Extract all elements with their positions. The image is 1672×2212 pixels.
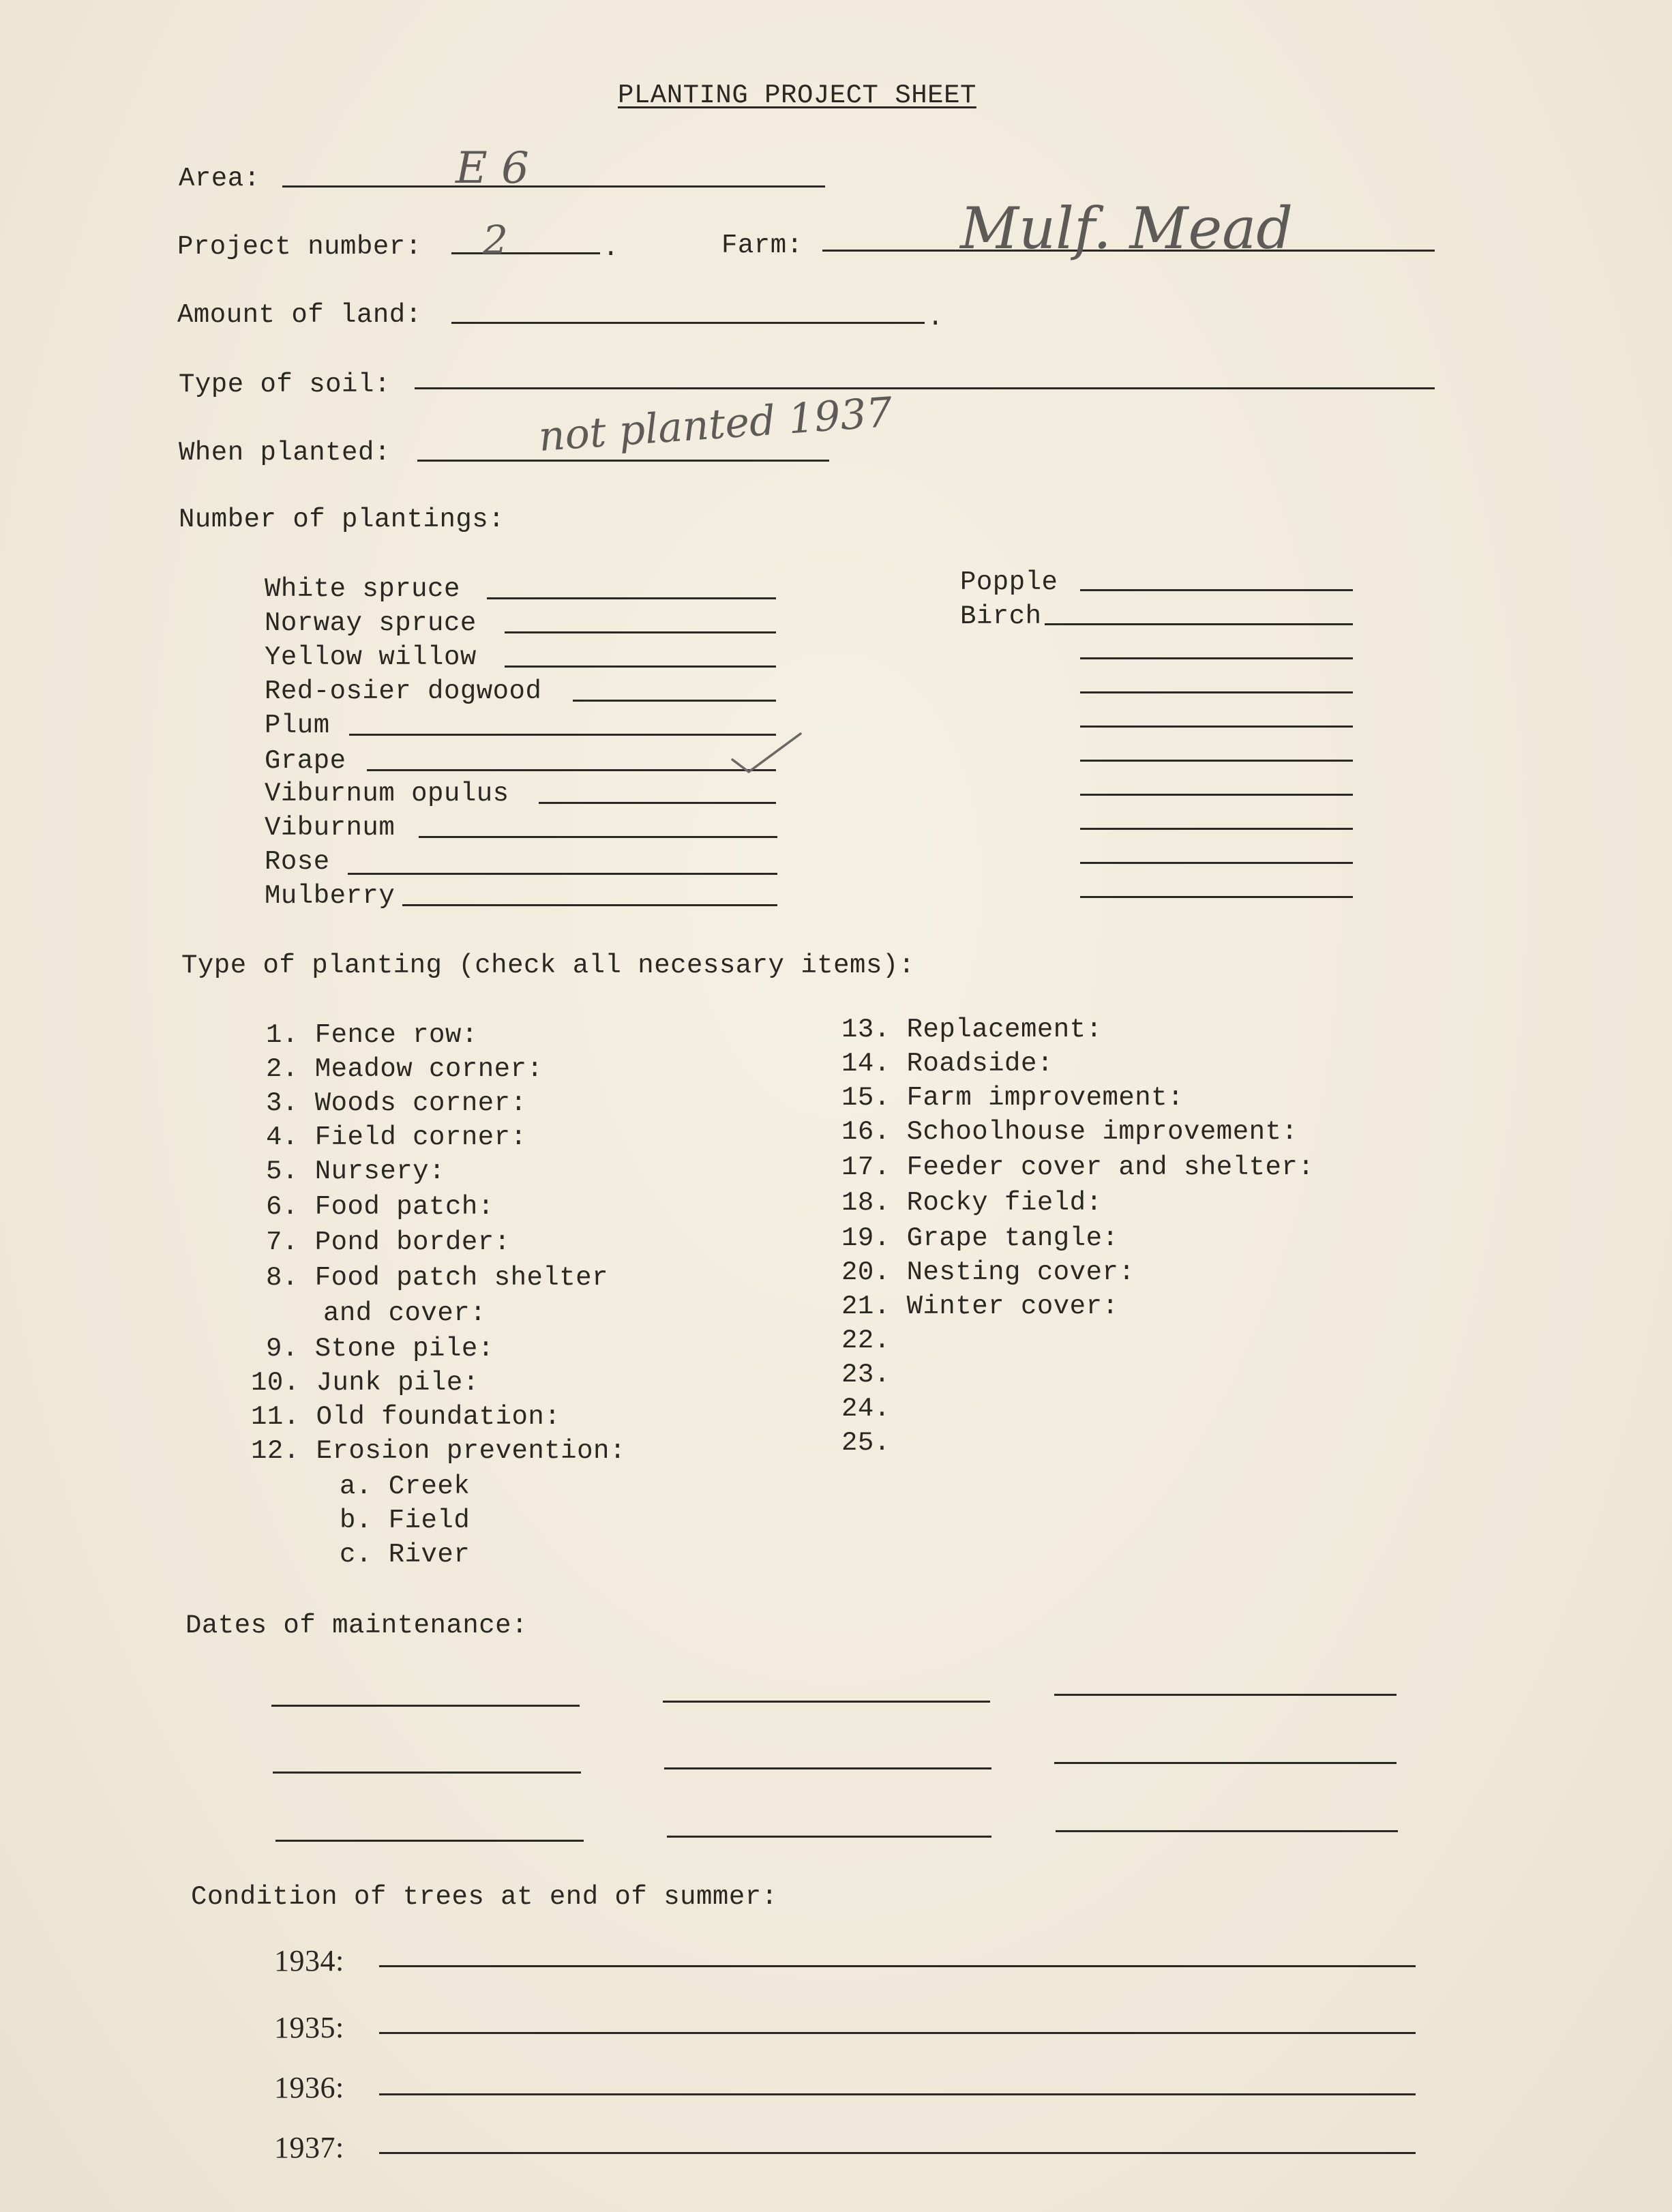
planting-blank-field[interactable]	[1080, 726, 1353, 728]
area-field[interactable]	[282, 185, 825, 188]
maintenance-date-field[interactable]	[1054, 1762, 1397, 1764]
maintenance-date-field[interactable]	[275, 1840, 584, 1842]
planting-type-item[interactable]: 12. Erosion prevention:	[251, 1436, 626, 1466]
condition-1937-field[interactable]	[379, 2152, 1416, 2154]
page-title: PLANTING PROJECT SHEET	[618, 80, 976, 110]
planting-type-item[interactable]: 22.	[841, 1326, 891, 1356]
maintenance-date-field[interactable]	[1054, 1694, 1397, 1696]
planting-yellow-willow: Yellow willow	[265, 642, 477, 672]
maintenance-date-field[interactable]	[271, 1705, 580, 1707]
maintenance-date-field[interactable]	[663, 1701, 990, 1703]
planting-type-item[interactable]: 17. Feeder cover and shelter:	[841, 1152, 1315, 1182]
planting-type-item[interactable]: 9. Stone pile:	[266, 1334, 494, 1364]
when-planted-value: not planted 1937	[537, 388, 894, 461]
planting-type-item[interactable]: 15. Farm improvement:	[841, 1083, 1184, 1113]
planting-type-item[interactable]: 23.	[841, 1360, 891, 1390]
planting-blank-field[interactable]	[1080, 657, 1353, 659]
planting-blank-field[interactable]	[1080, 828, 1353, 830]
farm-value: Mulf. Mead	[960, 195, 1294, 262]
planting-type-item[interactable]: 1. Fence row:	[266, 1020, 478, 1050]
planting-rose-field[interactable]	[348, 873, 777, 875]
planting-type-item[interactable]: 16. Schoolhouse improvement:	[841, 1117, 1298, 1147]
project-number-field[interactable]	[451, 252, 600, 254]
maintenance-heading: Dates of maintenance:	[185, 1611, 528, 1641]
planting-type-item[interactable]: 11. Old foundation:	[251, 1402, 561, 1432]
planting-viburnum-opulus-field[interactable]	[539, 802, 776, 804]
planting-blank-field[interactable]	[1080, 896, 1353, 898]
erosion-sub-item[interactable]: b. Field	[340, 1506, 471, 1536]
condition-year-label: 1937:	[274, 2131, 344, 2164]
planting-type-item[interactable]: 5. Nursery:	[266, 1156, 445, 1186]
planting-blank-field[interactable]	[1080, 794, 1353, 796]
planting-popple-field[interactable]	[1080, 589, 1353, 591]
condition-year-label: 1934:	[274, 1944, 344, 1977]
planting-white-spruce-field[interactable]	[487, 597, 776, 599]
planting-type-item[interactable]: 10. Junk pile:	[251, 1368, 479, 1398]
planting-type-item[interactable]: 19. Grape tangle:	[841, 1223, 1119, 1253]
planting-type-item[interactable]: 4. Field corner:	[266, 1122, 527, 1152]
amount-of-land-label: Amount of land:	[177, 300, 422, 330]
checkmark-icon	[730, 730, 805, 777]
planting-yellow-willow-field[interactable]	[505, 666, 776, 668]
condition-1934-field[interactable]	[379, 1965, 1416, 1967]
planting-type-item[interactable]: 6. Food patch:	[266, 1192, 494, 1222]
maintenance-date-field[interactable]	[1056, 1830, 1398, 1832]
when-planted-field[interactable]	[417, 460, 829, 462]
planting-viburnum-field[interactable]	[419, 836, 777, 838]
when-planted-label: When planted:	[179, 438, 391, 468]
plantings-heading: Number of plantings:	[179, 505, 505, 535]
farm-label: Farm:	[721, 230, 803, 260]
condition-year-label: 1935:	[274, 2011, 344, 2044]
type-of-soil-field[interactable]	[415, 387, 1435, 389]
erosion-sub-item[interactable]: a. Creek	[340, 1471, 471, 1501]
planting-birch: Birch	[960, 601, 1042, 631]
planting-plum-field[interactable]	[349, 734, 776, 736]
erosion-sub-item[interactable]: c. River	[340, 1540, 471, 1570]
planting-birch-field[interactable]	[1045, 623, 1353, 625]
area-label: Area:	[179, 164, 260, 194]
condition-heading: Condition of trees at end of summer:	[191, 1882, 778, 1912]
planting-mulberry-field[interactable]	[402, 904, 777, 906]
planting-blank-field[interactable]	[1080, 760, 1353, 762]
planting-type-item[interactable]: 20. Nesting cover:	[841, 1257, 1135, 1287]
planting-type-item[interactable]: 13. Replacement:	[841, 1015, 1103, 1045]
planting-popple: Popple	[960, 567, 1058, 597]
maintenance-date-field[interactable]	[273, 1772, 581, 1774]
maintenance-date-field[interactable]	[664, 1767, 991, 1769]
planting-type-item[interactable]: 24.	[841, 1394, 891, 1424]
planting-grape: Grape	[265, 746, 346, 776]
project-number-value: 2	[483, 217, 508, 263]
planting-type-item[interactable]: 14. Roadside:	[841, 1049, 1054, 1079]
planting-type-item[interactable]: 21. Winter cover:	[841, 1291, 1119, 1321]
planting-norway-spruce: Norway spruce	[265, 608, 477, 638]
planting-type-item[interactable]: 7. Pond border:	[266, 1227, 511, 1257]
planting-red-osier-dogwood-field[interactable]	[573, 700, 776, 702]
planting-grape-field[interactable]	[367, 769, 776, 771]
maintenance-date-field[interactable]	[667, 1836, 991, 1838]
planting-rose: Rose	[265, 847, 330, 877]
planting-red-osier-dogwood: Red-osier dogwood	[265, 676, 542, 706]
planting-type-item-continued: and cover:	[323, 1298, 487, 1328]
planting-type-item[interactable]: 8. Food patch shelter	[266, 1263, 608, 1293]
planting-norway-spruce-field[interactable]	[505, 631, 776, 633]
planting-type-item[interactable]: 25.	[841, 1428, 891, 1458]
period: .	[603, 233, 619, 263]
planting-type-item[interactable]: 18. Rocky field:	[841, 1188, 1103, 1218]
condition-year-label: 1936:	[274, 2071, 344, 2104]
planting-mulberry: Mulberry	[265, 881, 395, 911]
planting-white-spruce: White spruce	[265, 574, 460, 604]
planting-type-heading: Type of planting (check all necessary items):	[181, 951, 915, 981]
planting-blank-field[interactable]	[1080, 862, 1353, 864]
planting-viburnum-opulus: Viburnum opulus	[265, 779, 509, 809]
planting-type-item[interactable]: 3. Woods corner:	[266, 1088, 527, 1118]
period: .	[927, 303, 944, 333]
planting-plum: Plum	[265, 711, 330, 741]
condition-1936-field[interactable]	[379, 2093, 1416, 2095]
amount-of-land-field[interactable]	[451, 322, 925, 324]
area-value: E 6	[456, 143, 529, 194]
type-of-soil-label: Type of soil:	[179, 370, 391, 400]
planting-viburnum: Viburnum	[265, 813, 395, 843]
condition-1935-field[interactable]	[379, 2032, 1416, 2034]
planting-blank-field[interactable]	[1080, 691, 1353, 693]
planting-type-item[interactable]: 2. Meadow corner:	[266, 1054, 543, 1084]
project-number-label: Project number:	[177, 232, 422, 262]
